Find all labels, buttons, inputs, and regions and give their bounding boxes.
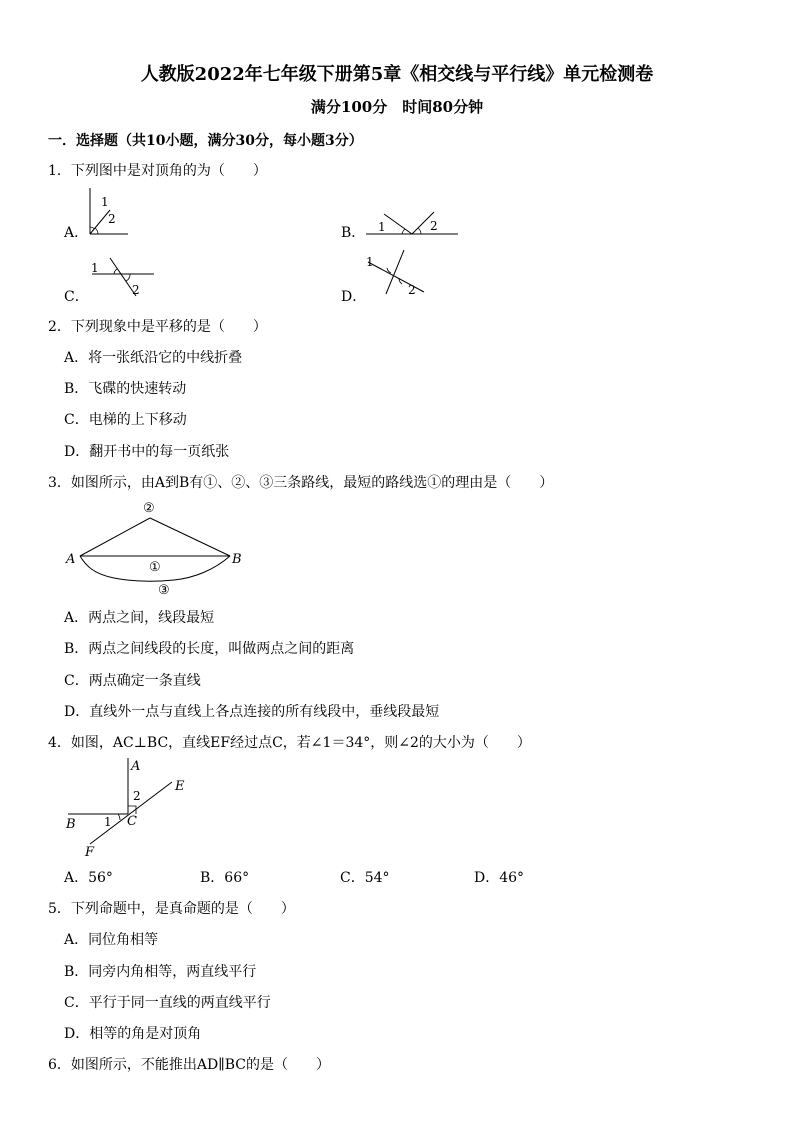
q1a-angle-1-label: 1 (101, 195, 109, 209)
q3-option-a: A．两点之间，线段最短 (64, 610, 215, 626)
q1-figure-b (364, 210, 460, 238)
q5-option-d: D．相等的角是对顶角 (64, 1026, 202, 1042)
q1a-angle-2-label: 2 (108, 212, 116, 226)
q4-option-d: D．46° (474, 870, 525, 886)
q4-angle-1-label: 1 (104, 815, 112, 829)
section-heading: 一．选择题（共10小题，满分30分，每小题3分） (48, 133, 363, 149)
question-4-stem: 4．如图，AC⊥BC，直线EF经过点C，若∠1＝34°，则∠2的大小为（ ） (48, 735, 531, 751)
q1c-angle-2-label: 2 (132, 283, 140, 297)
q4-option-b: B．66° (200, 870, 250, 886)
q1d-angle-1-label: 1 (366, 255, 374, 269)
question-2-stem: 2．下列现象中是平移的是（ ） (48, 319, 267, 335)
q4-point-c-label: C (127, 814, 137, 829)
q4-point-b-label: B (66, 817, 76, 832)
q3-option-d: D．直线外一点与直线上各点连接的所有线段中，垂线段最短 (64, 704, 440, 720)
page-title: 人教版2022年七年级下册第5章《相交线与平行线》单元检测卷 (140, 64, 654, 85)
q2-option-d: D．翻开书中的每一页纸张 (64, 444, 230, 460)
q1b-angle-2-label: 2 (430, 219, 438, 233)
q3-point-a-label: A (66, 552, 76, 567)
q3-figure-routes (64, 498, 254, 598)
question-3-stem: 3．如图所示，由A到B有①、②、③三条路线，最短的路线选①的理由是（ ） (48, 475, 554, 491)
q4-point-e-label: E (175, 779, 185, 794)
q4-figure (60, 754, 200, 858)
q3-route-1-label: ① (149, 560, 161, 575)
question-6-stem: 6．如图所示，不能推出AD∥BC的是（ ） (48, 1057, 330, 1073)
q3-option-c: C．两点确定一条直线 (64, 673, 201, 689)
q2-option-b: B．飞碟的快速转动 (64, 381, 187, 397)
q1d-angle-2-label: 2 (408, 283, 416, 297)
q4-angle-2-label: 2 (133, 789, 141, 803)
q1-figure-c (88, 254, 158, 300)
q3-route-3-label: ③ (158, 583, 170, 598)
q2-option-c: C．电梯的上下移动 (64, 412, 187, 428)
q1c-angle-1-label: 1 (91, 261, 99, 275)
page-subtitle: 满分100分 时间80分钟 (310, 98, 484, 116)
q3-option-b: B．两点之间线段的长度，叫做两点之间的距离 (64, 641, 355, 657)
q4-option-c: C．54° (340, 870, 390, 886)
q1b-angle-1-label: 1 (378, 220, 386, 234)
q1-option-d: D． (341, 289, 367, 305)
q5-option-a: A．同位角相等 (64, 932, 159, 948)
q4-point-f-label: F (85, 845, 95, 860)
q1-figure-d (364, 248, 428, 298)
q5-option-b: B．同旁内角相等，两直线平行 (64, 964, 257, 980)
question-1-stem: 1．下列图中是对顶角的为（ ） (48, 163, 267, 179)
q5-option-c: C．平行于同一直线的两直线平行 (64, 995, 271, 1011)
q1-option-c: C． (64, 289, 89, 305)
q4-option-a: A．56° (64, 870, 113, 886)
q1-figure-a (84, 186, 134, 238)
q1-option-b: B． (341, 225, 366, 241)
question-5-stem: 5．下列命题中，是真命题的是（ ） (48, 901, 295, 917)
q3-point-b-label: B (232, 552, 242, 567)
q3-route-2-label: ② (143, 501, 155, 516)
q4-point-a-label: A (131, 759, 141, 774)
q2-option-a: A．将一张纸沿它的中线折叠 (64, 350, 243, 366)
q1-option-a: A． (64, 225, 89, 241)
